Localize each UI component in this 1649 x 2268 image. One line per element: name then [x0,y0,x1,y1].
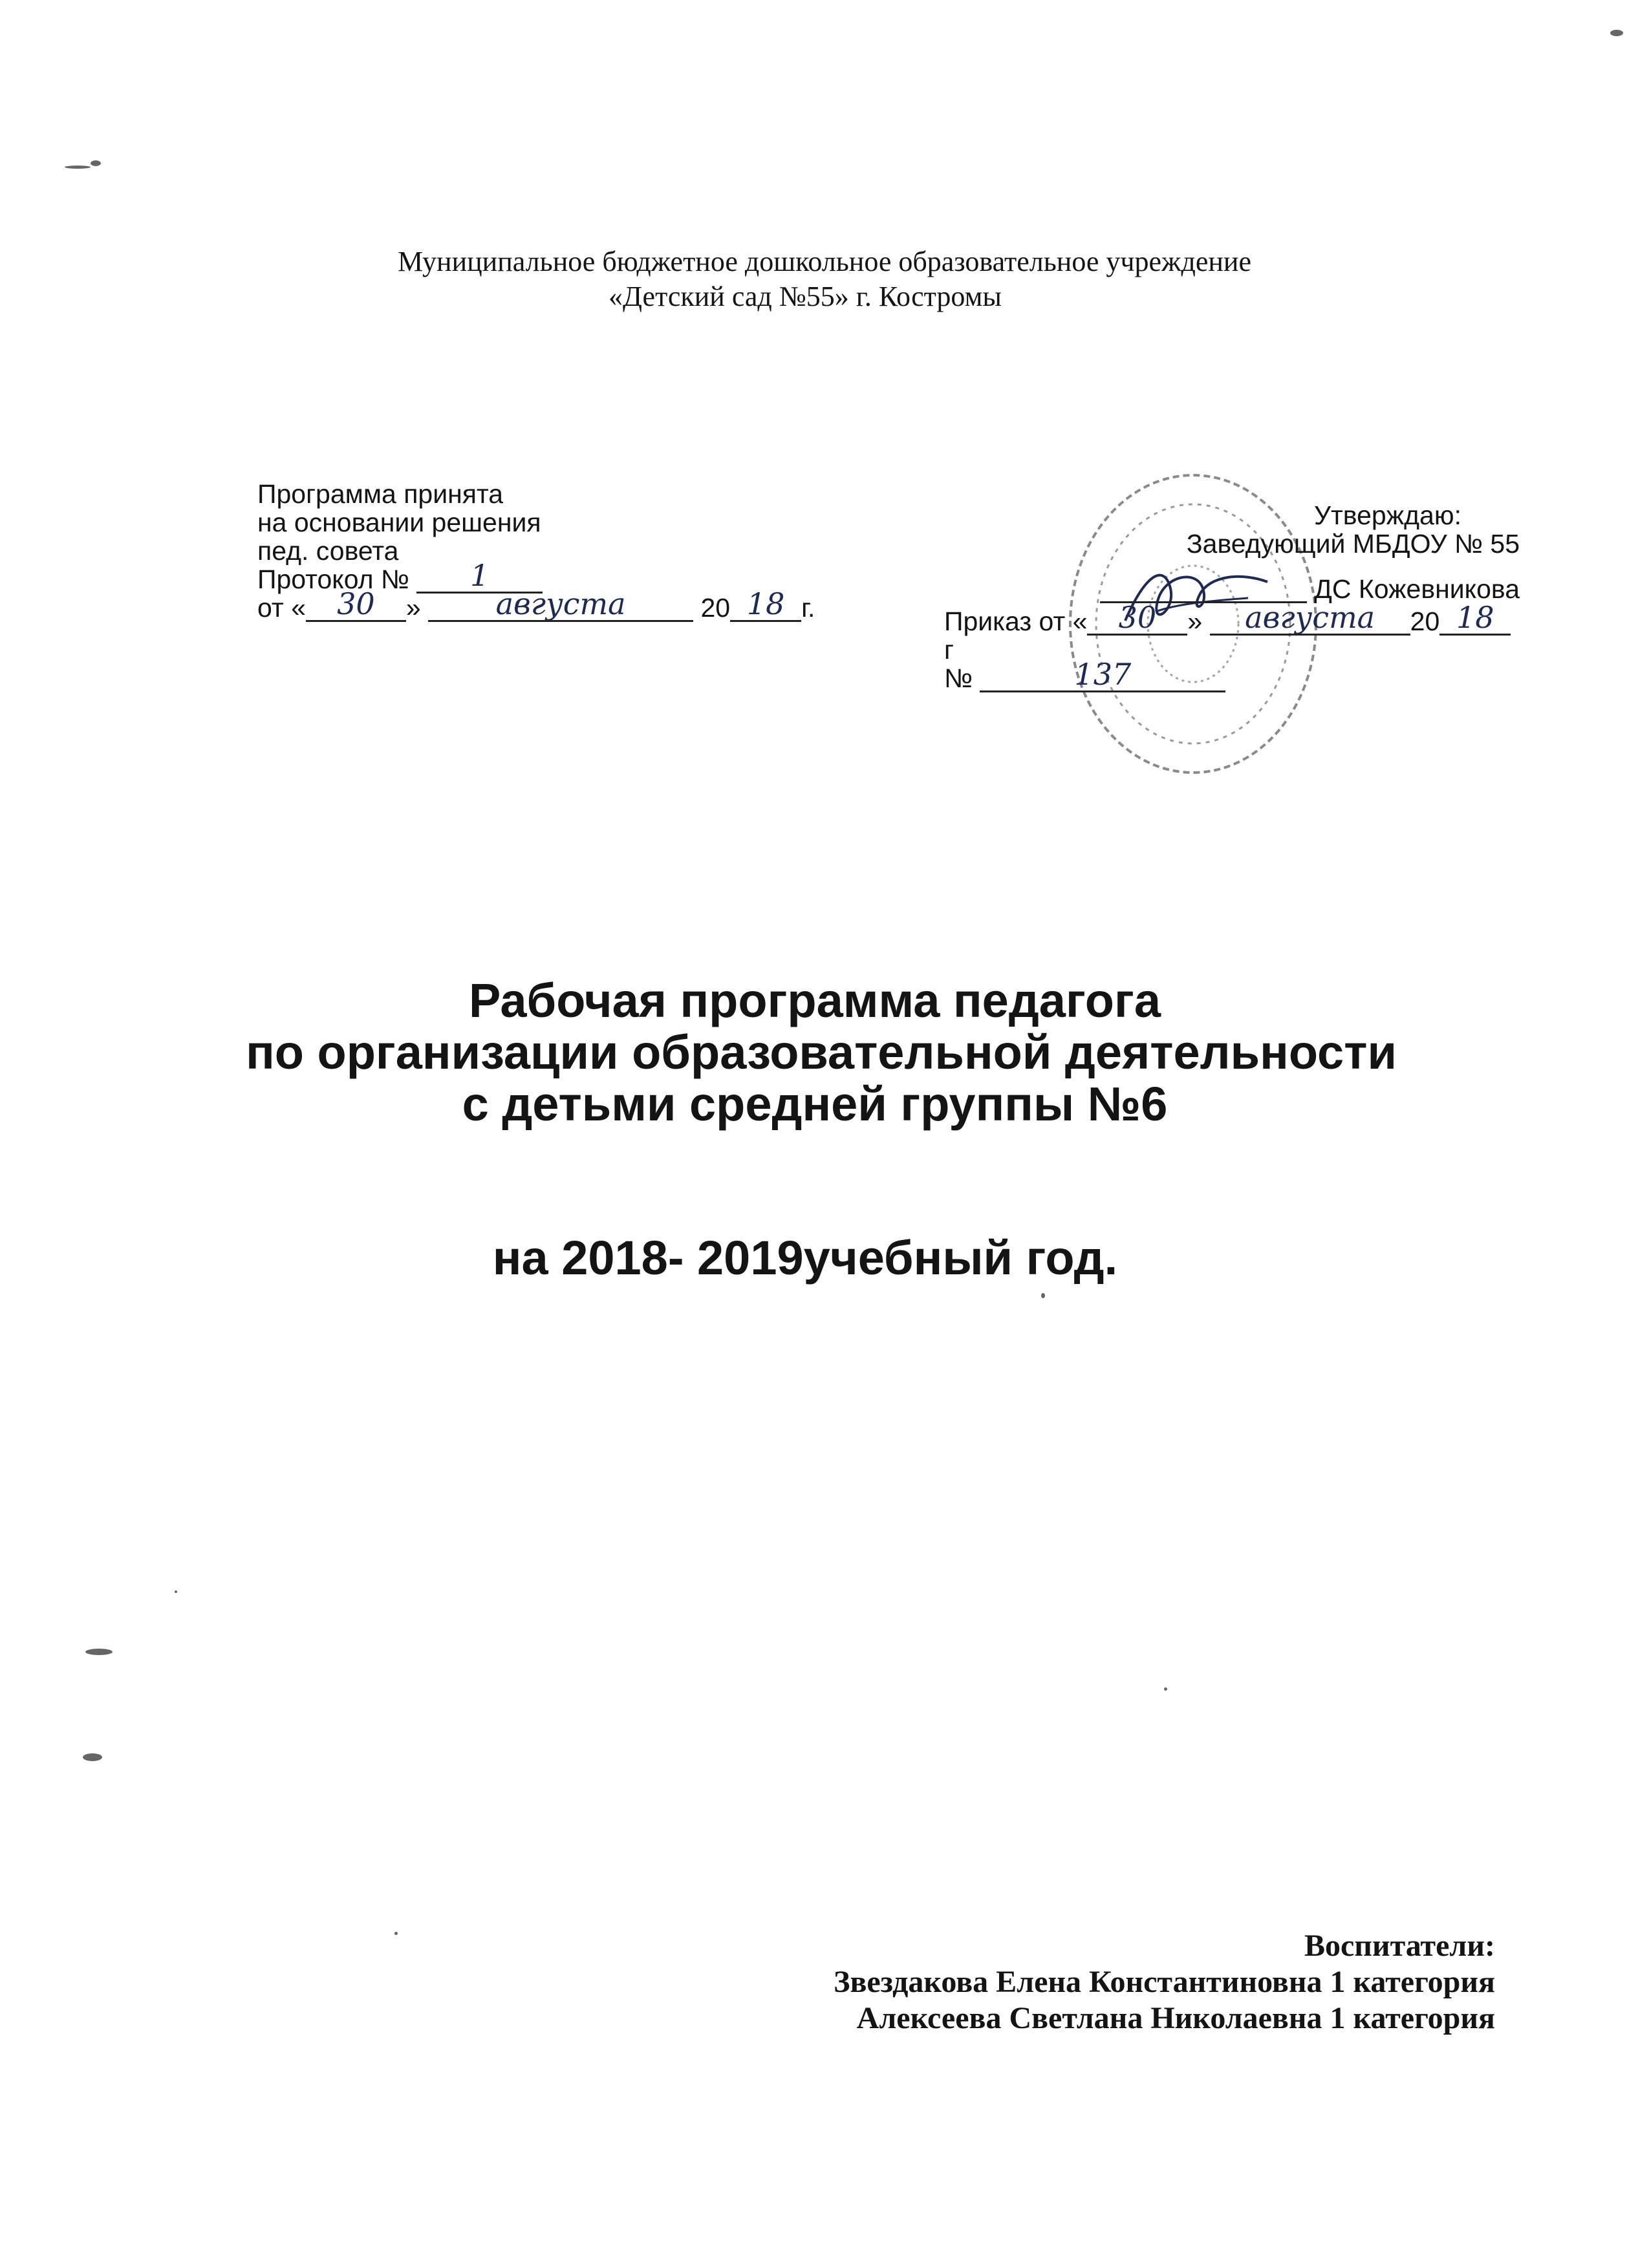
scan-speck [394,1932,398,1935]
protocol-label: Протокол № [257,564,409,594]
order-number-field [980,657,1225,692]
acceptance-line-1: Программа принята [257,479,504,509]
title-line-3: с детьми средней группы №6 [462,1077,1168,1131]
date-mid: » [405,593,421,623]
institution-header [0,244,1649,314]
order-year-suffix-field [1439,600,1511,636]
date-day-field [306,586,406,622]
title-line-1: Рабочая программа педагога [469,974,1161,1027]
document-title [0,975,1649,1130]
date-prefix: от « [257,593,306,623]
order-year-end: г [944,635,954,665]
order-month: августа [1245,600,1375,635]
order-number-label: № [944,663,973,693]
order-year-suffix: 18 [1456,600,1494,635]
scan-speck [85,1649,113,1655]
acceptance-date-row [257,586,815,623]
acceptance-line-3: пед. совета [257,536,399,566]
order-number: 137 [1074,657,1132,692]
signer-name: ДС Кожевникова [1314,574,1520,604]
date-month-field [428,586,693,622]
author-1: Звездакова Елена Константиновна 1 категория [834,1965,1495,1999]
signature-field [1100,575,1307,603]
year-end: г. [801,593,815,623]
year-suffix: 18 [746,586,785,621]
authors-block [834,1928,1495,2037]
order-day-field [1087,600,1187,636]
scan-speck [65,166,91,169]
scan-speck [91,160,101,166]
order-day: 30 [1118,600,1157,635]
date-month: августа [495,586,626,621]
approval-block [944,501,1520,692]
acceptance-block [257,480,815,622]
academic-year: на 2018- 2019учебный год. [492,1231,1118,1285]
scan-speck [1164,1687,1167,1691]
year-suffix-field [730,586,801,622]
authors-label: Воспитатели: [1304,1929,1495,1963]
acceptance-line-2: на основании решения [257,508,541,537]
order-month-field [1210,600,1410,636]
scan-speck [175,1590,177,1593]
order-mid: » [1187,606,1203,636]
scan-speck [83,1753,102,1761]
author-2: Алексеева Светлана Николаевна 1 категория [856,2001,1495,2035]
order-date-row [944,600,1520,665]
institution-subname: «Детский сад №55» г. Костромы [608,281,1002,312]
scan-speck [1041,1293,1045,1298]
year-prefix: 20 [700,593,731,623]
protocol-number: 1 [470,558,490,593]
title-line-2: по организации образовательной деятельности [246,1025,1397,1079]
institution-name: Муниципальное бюджетное дошкольное образовательное учреждение [398,246,1251,277]
order-number-row [944,657,1520,693]
date-day: 30 [337,586,375,621]
order-prefix: Приказ от « [944,606,1088,636]
order-year-prefix: 20 [1410,606,1440,636]
scan-speck [1610,30,1623,36]
approval-line-1: Утверждаю: [1313,500,1461,530]
approval-line-2: Заведующий МБДОУ № 55 [1186,529,1520,559]
signer-row [944,575,1520,603]
